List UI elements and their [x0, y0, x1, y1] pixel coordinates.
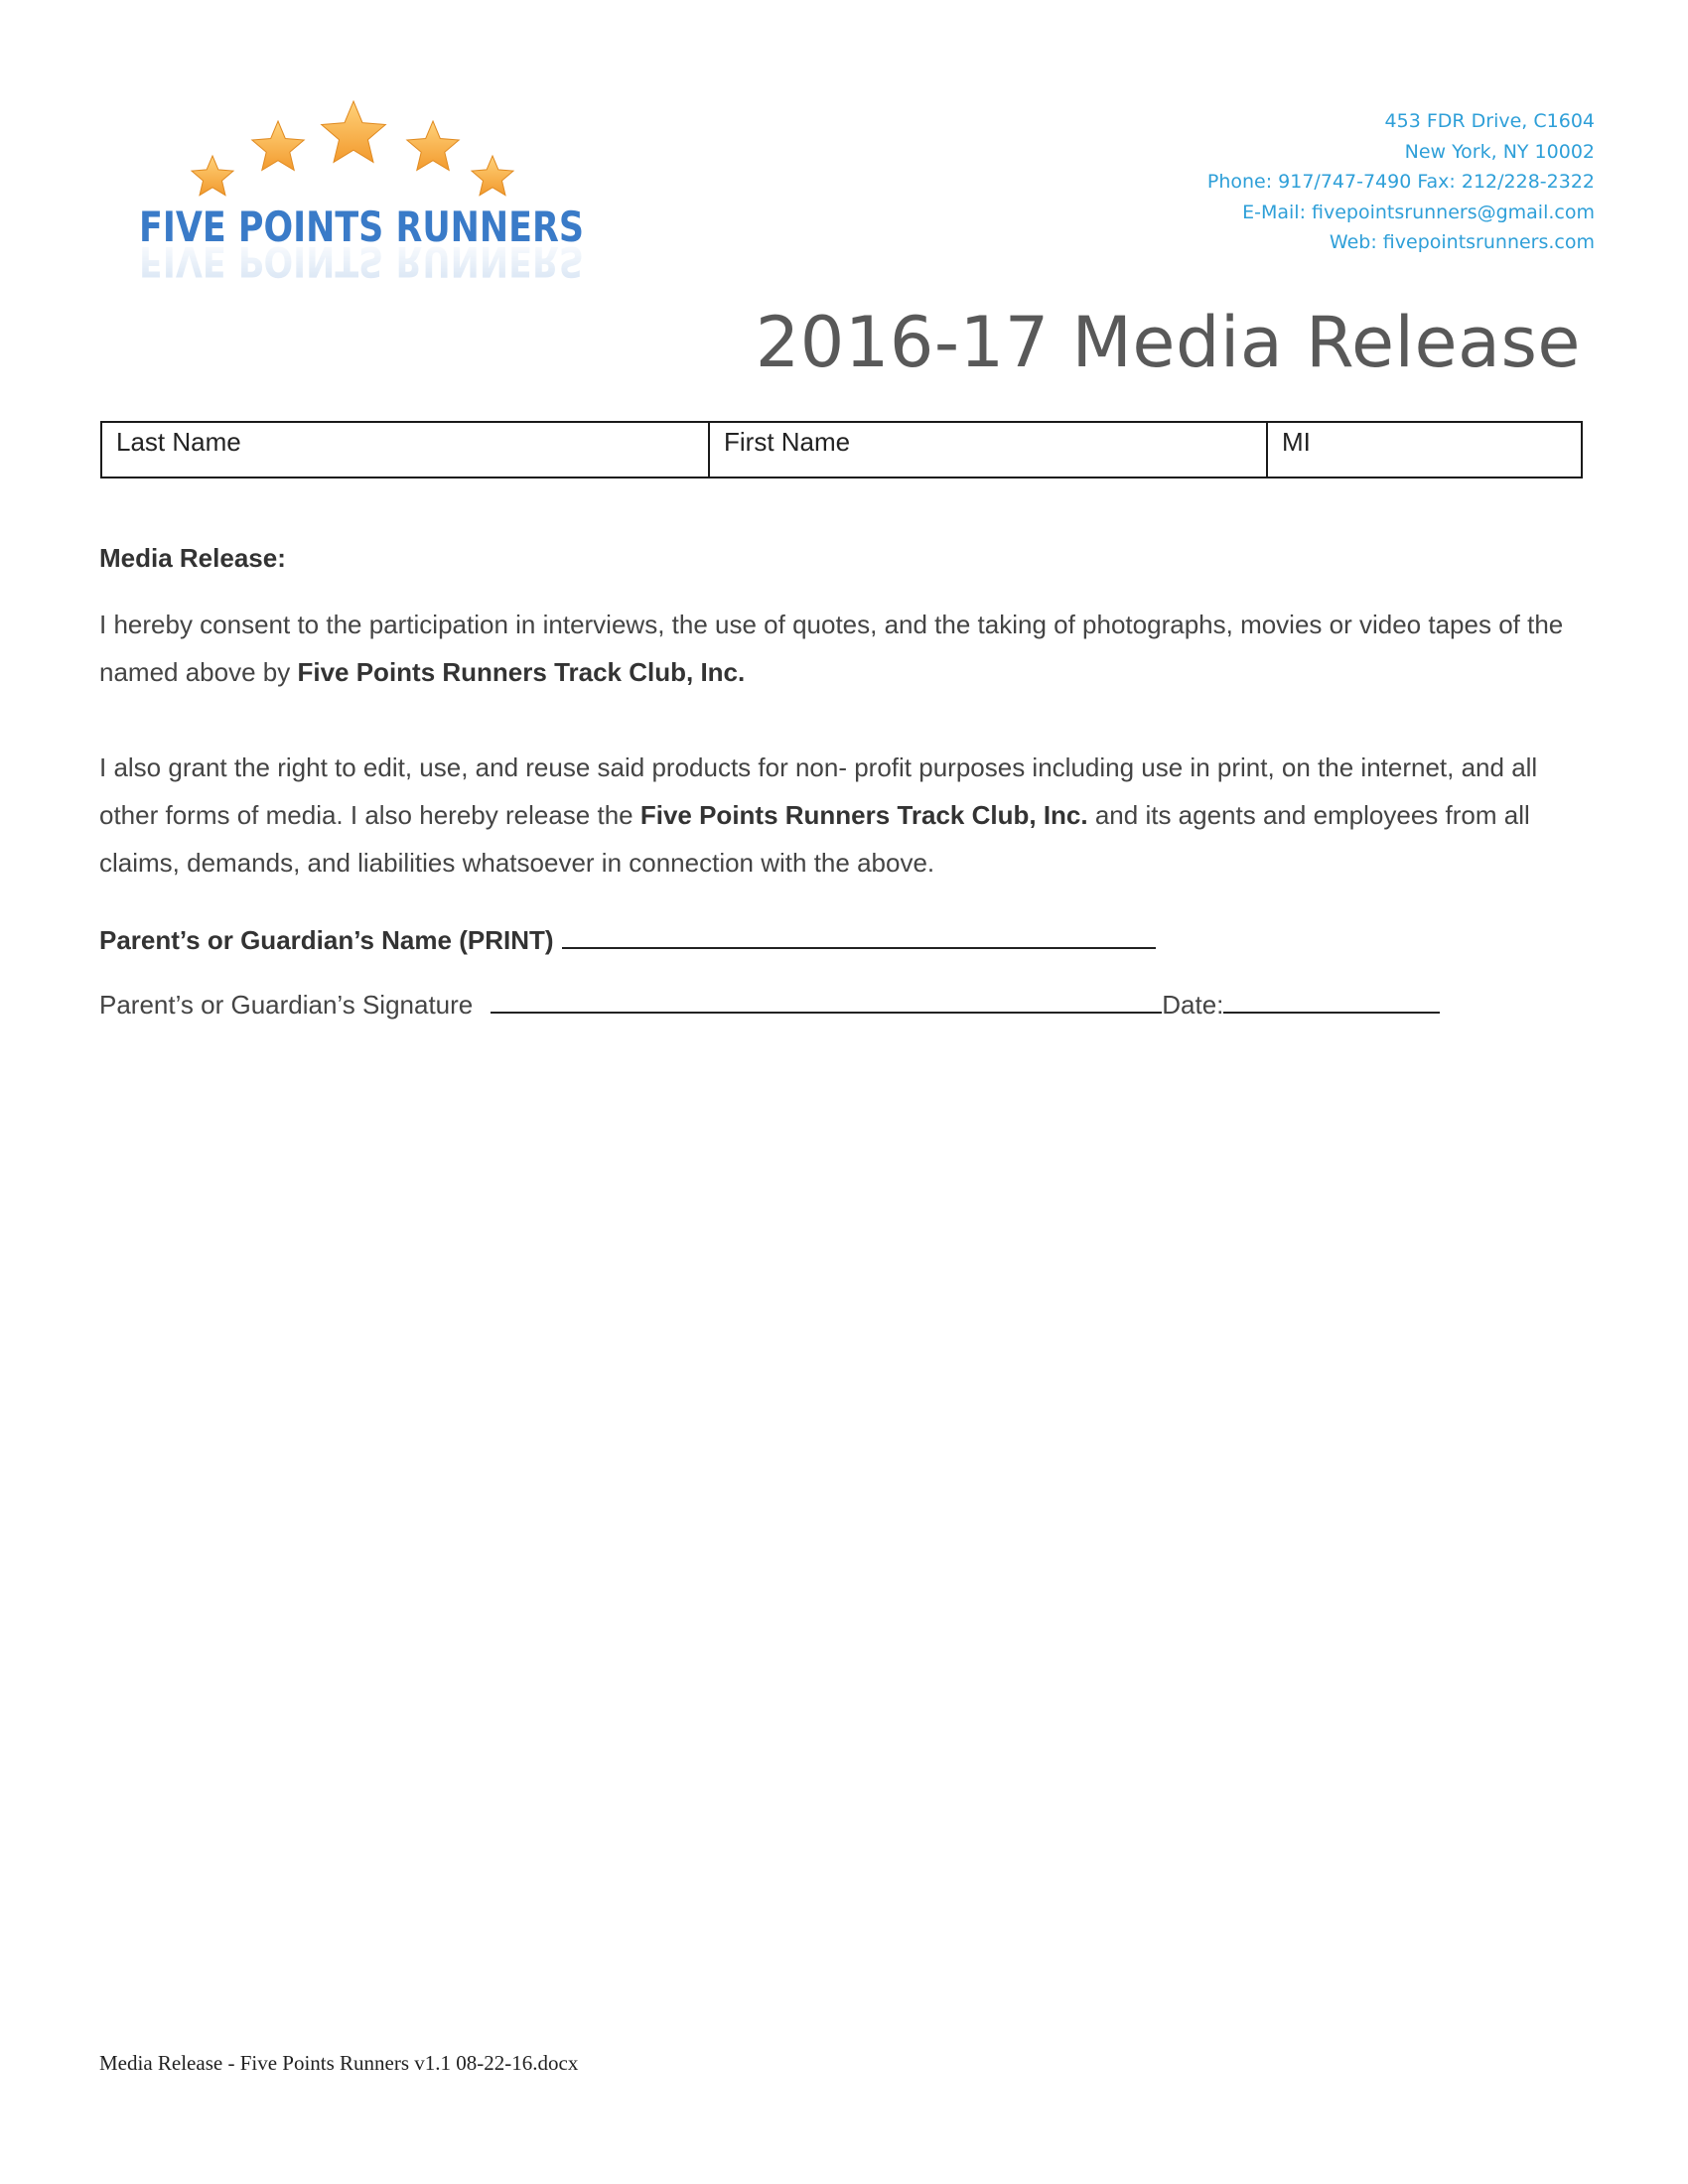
guardian-name-label: Parent’s or Guardian’s Name (PRINT) [99, 925, 554, 955]
five-points-runners-logo [129, 94, 596, 286]
star-icon [407, 121, 459, 171]
guardian-name-blank[interactable] [562, 921, 1156, 949]
logo-text: FIVE POINTS RUNNERS [139, 203, 584, 251]
guardian-signature-blank[interactable] [491, 986, 1162, 1014]
consent-paragraph [99, 601, 1599, 696]
web-line: Web: fivepointsrunners.com [1329, 231, 1595, 253]
club-name: Five Points Runners Track Club, Inc. [639, 800, 1088, 830]
name-table [100, 421, 1583, 478]
star-icon [252, 121, 304, 171]
phone-fax: Phone: 917/747-7490 Fax: 212/228-2322 [1206, 171, 1595, 193]
footer-filename: Media Release - Five Points Runners v1.1 08-22-16.docx [99, 2051, 579, 2075]
middle-initial-label: MI [1282, 427, 1311, 457]
last-name-field[interactable] [102, 423, 710, 477]
guardian-signature-label: Parent’s or Guardian’s Signature [99, 990, 474, 1020]
date-label: Date: [1162, 990, 1224, 1020]
guardian-signature-row [99, 986, 1440, 1021]
star-icon [472, 156, 513, 196]
release-paragraph [99, 744, 1599, 887]
release-text-b: and its agents and employees from all claims, demands, and liabilities whatsoever in connection with the above. [99, 800, 1530, 878]
guardian-name-row [99, 921, 1156, 956]
star-icon [192, 156, 233, 196]
date-blank[interactable] [1223, 986, 1440, 1014]
last-name-label: Last Name [116, 427, 241, 457]
first-name-field[interactable] [710, 423, 1268, 477]
star-icon [322, 101, 386, 162]
document-title: 2016-17 Media Release [755, 302, 1581, 383]
logo-stars-icon [129, 94, 596, 286]
email-line: E-Mail: fivepointsrunners@gmail.com [1242, 201, 1595, 223]
club-name: Five Points Runners Track Club, Inc. [297, 657, 746, 687]
first-name-label: First Name [724, 427, 851, 457]
contact-block [1207, 106, 1595, 258]
middle-initial-field[interactable] [1268, 423, 1581, 477]
section-heading: Media Release: [99, 543, 286, 573]
logo-text-reflection: FIVE POINTS RUNNERS [139, 237, 584, 286]
release-text-a: I also grant the right to edit, use, and reuse said products for non- profit purposes including use in print, on the internet, and all other forms of media. I also hereby release the [99, 752, 1538, 830]
address-line-2: New York, NY 10002 [1404, 140, 1595, 163]
consent-text: I hereby consent to the participation in interviews, the use of quotes, and the taking of photographs, movies or video tapes of the named above by [99, 610, 1564, 687]
address-line-1: 453 FDR Drive, C1604 [1384, 110, 1595, 132]
